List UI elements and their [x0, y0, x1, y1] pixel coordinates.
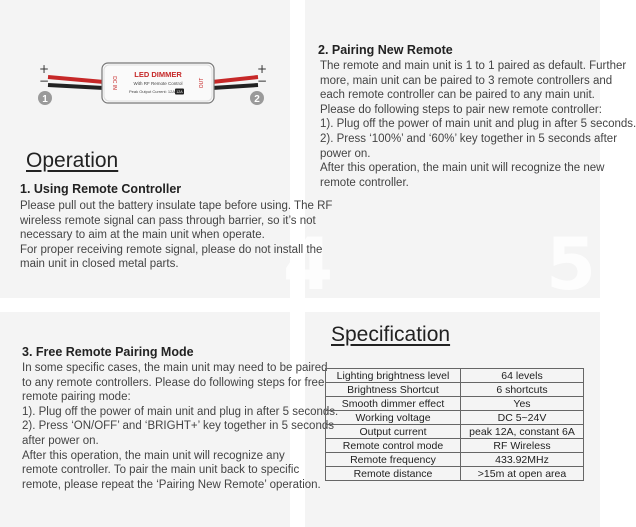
spec-label: Remote frequency [326, 453, 461, 467]
operation-title: Operation [26, 149, 119, 172]
text-line: For proper receiving remote signal, please do not install the [20, 243, 323, 256]
device-current-badge-text: 12A [176, 90, 183, 94]
text-line: remote controller. [320, 176, 409, 189]
spec-label: Brightness Shortcut [326, 383, 461, 397]
text-line: Please do following steps to pair new remote controller: [320, 103, 602, 116]
specification-title: Specification [331, 323, 451, 346]
text-line: 1). Plug off the power of main unit and plug in after 5 seconds. [320, 118, 636, 131]
left-red-wire [48, 77, 104, 82]
spec-value: 64 levels [461, 369, 584, 383]
pairing-title: 2. Pairing New Remote [318, 43, 453, 57]
table-row [326, 453, 584, 467]
spec-label: Lighting brightness level [326, 369, 461, 383]
text-line: The remote and main unit is 1 to 1 paired as default. Further [320, 60, 627, 72]
marker-1-label: 1 [42, 94, 48, 105]
free-pairing-text [22, 361, 338, 492]
spec-value: DC 5~24V [461, 411, 584, 425]
table-row [326, 397, 584, 411]
spec-label: Remote distance [326, 467, 461, 481]
text-line: After this operation, the main unit will recognize any [22, 449, 285, 462]
spec-value: >15m at open area [461, 467, 584, 481]
text-line: 2). Press ‘ON/OFF’ and ‘BRIGHT+’ key together in 5 seconds [22, 420, 334, 433]
marker-2-label: 2 [254, 94, 260, 105]
left-plus-sign: + [38, 62, 50, 76]
table-row [326, 411, 584, 425]
pairing-text [320, 59, 636, 190]
led-dimmer-device-illustration [30, 55, 270, 115]
table-row [326, 467, 584, 481]
device-input-label: DC IN [111, 76, 117, 90]
right-black-wire [212, 85, 258, 88]
using-remote-text [20, 199, 332, 272]
table-row [326, 383, 584, 397]
table-row [326, 369, 584, 383]
text-line: 2). Press ‘100%’ and ‘60%’ key together in 5 seconds after [320, 132, 618, 145]
text-line: remote pairing mode: [22, 391, 131, 404]
text-line: In some specific cases, the main unit may need to be paired [22, 362, 328, 374]
spec-value: RF Wireless [461, 439, 584, 453]
spec-label: Working voltage [326, 411, 461, 425]
text-line: 1). Plug off the power of main unit and plug in after 5 seconds. [22, 405, 339, 418]
watermark-digit-4: 4 [283, 222, 332, 306]
table-row [326, 425, 584, 439]
text-line: wireless remote signal can pass through barrier, so it’s not [20, 214, 316, 227]
free-pairing-title: 3. Free Remote Pairing Mode [22, 345, 194, 359]
spec-label: Smooth dimmer effect [326, 397, 461, 411]
spec-value: 6 shortcuts [461, 383, 584, 397]
text-line: more, main unit can be paired to 3 remote controllers and [320, 74, 613, 87]
using-remote-title: 1. Using Remote Controller [20, 182, 182, 196]
right-minus-sign: − [256, 74, 268, 88]
right-red-wire [212, 77, 258, 82]
text-line: each remote controller can be paired to any main unit. [320, 89, 595, 102]
text-line: to any remote controllers. Please do following steps for free [22, 376, 325, 389]
spec-value: peak 12A, constant 6A [461, 425, 584, 439]
watermark-digit-5: 5 [546, 222, 595, 306]
left-black-wire [48, 85, 104, 88]
text-line: main unit in closed metal parts. [20, 258, 179, 271]
text-line: remote, please repeat the ‘Pairing New Remote’ operation. [22, 478, 321, 491]
text-line: Please pull out the battery insulate tape before using. The RF [20, 200, 333, 212]
device-spec-line: Peak Output Current: 12A [128, 89, 176, 94]
device-name: LED DIMMER [134, 70, 182, 79]
specification-table [325, 368, 584, 481]
table-row [326, 439, 584, 453]
device-subtitle: With RF Remote Control [133, 81, 183, 86]
text-line: remote controller. To pair the main unit back to specific [22, 464, 300, 477]
spec-value: Yes [461, 397, 584, 411]
spec-label: Output current [326, 425, 461, 439]
text-line: After this operation, the main unit will recognize the new [320, 162, 605, 175]
left-minus-sign: − [38, 74, 50, 88]
text-line: power on. [320, 147, 371, 160]
text-line: after power on. [22, 434, 99, 447]
spec-value: 433.92MHz [461, 453, 584, 467]
spec-label: Remote control mode [326, 439, 461, 453]
text-line: necessary to aim at the main unit when operate. [20, 229, 265, 242]
right-plus-sign: + [256, 62, 268, 76]
device-output-label: OUT [199, 77, 205, 89]
